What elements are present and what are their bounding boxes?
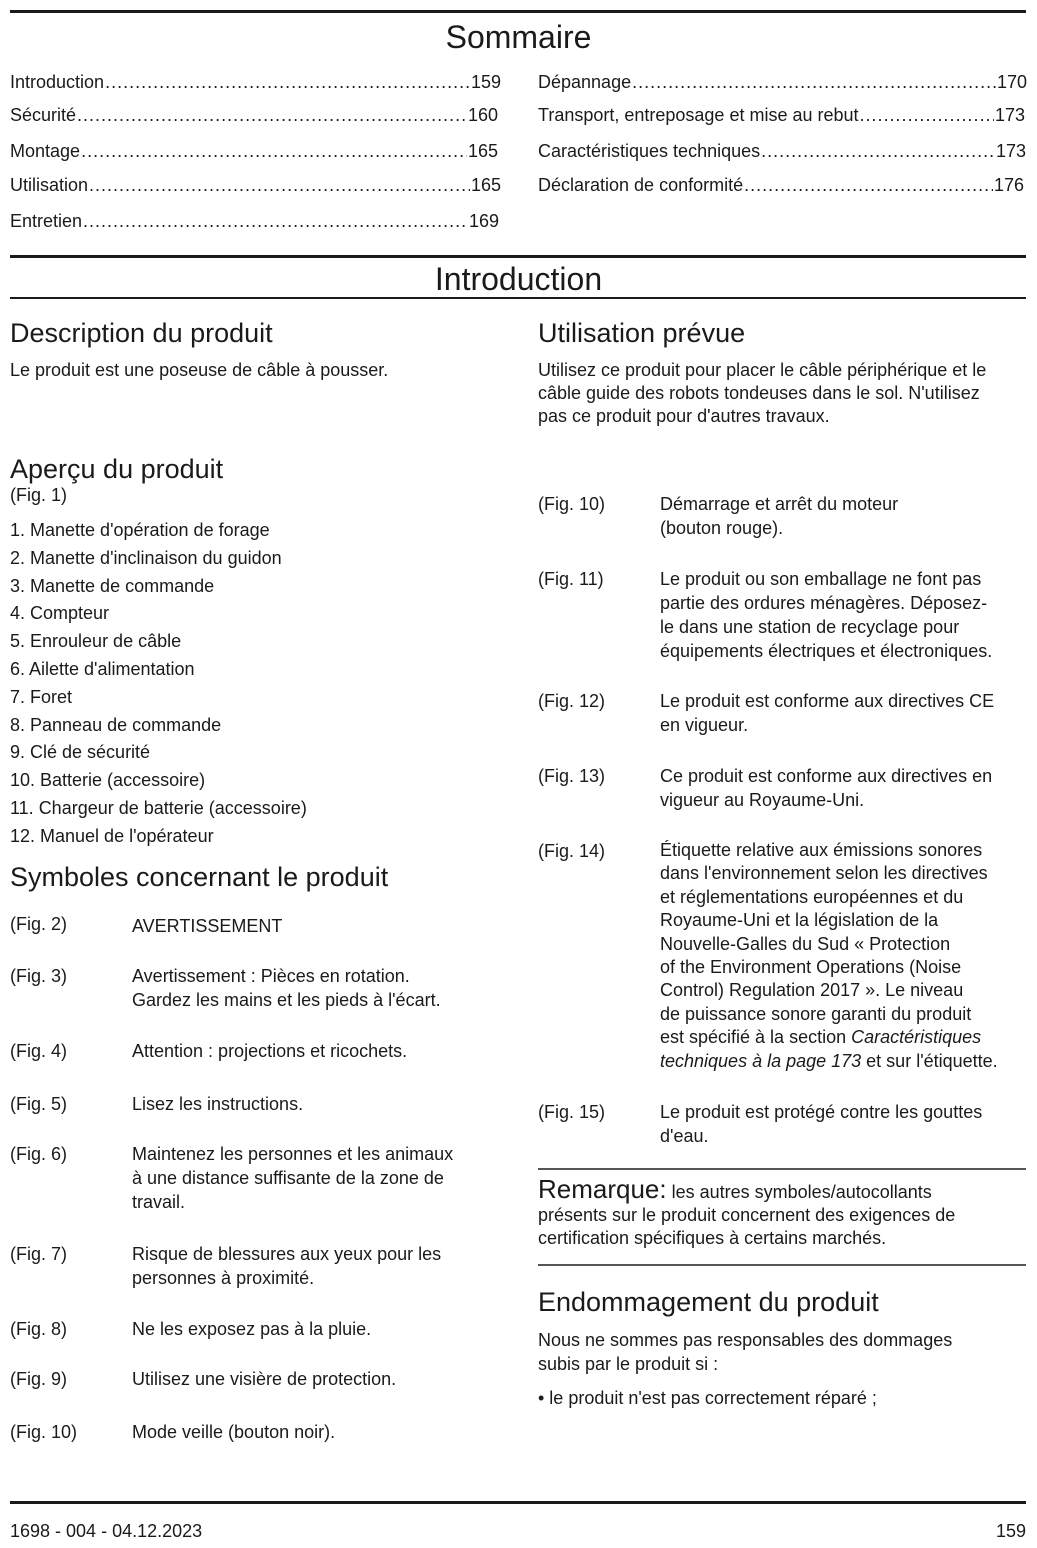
damage-heading: Endommagement du produit <box>538 1287 879 1317</box>
symbol-desc: Lisez les instructions. <box>132 1094 304 1114</box>
intended-use-heading: Utilisation prévue <box>538 318 746 348</box>
footer-rule <box>10 1501 1026 1504</box>
fig-ref: (Fig. 8) <box>10 1319 68 1339</box>
symbol-desc: Ne les exposez pas à la pluie. <box>132 1319 372 1339</box>
fig-ref: (Fig. 11) <box>538 569 604 589</box>
symbol-desc: Utilisez une visière de protection. <box>132 1369 397 1389</box>
list-item: 8. Panneau de commande <box>10 714 222 735</box>
toc-leader <box>81 139 467 163</box>
symbol-desc: Risque de blessures aux yeux pour les personnes à proximité. <box>132 1244 442 1288</box>
toc-entry[interactable]: Transport, entreposage et mise au rebut ..... 173 <box>538 103 1025 127</box>
toc-leader <box>77 103 467 127</box>
symbol-desc: Attention : projections et ricochets. <box>132 1041 408 1061</box>
symbol-desc: Mode veille (bouton noir). <box>132 1422 336 1442</box>
fig-ref: (Fig. 5) <box>10 1094 68 1114</box>
overview-fig-ref: (Fig. 1) <box>10 485 68 505</box>
description-heading: Description du produit <box>10 318 273 348</box>
list-item: 2. Manette d'inclinaison du guidon <box>10 547 282 568</box>
toc-entry[interactable]: Entretien ..... 169 <box>10 209 499 233</box>
symbol-desc: AVERTISSEMENT <box>132 916 283 936</box>
symbol-desc: Ce produit est conforme aux directives en vigueur au Royaume-Uni. <box>660 766 993 810</box>
list-item: 6. Ailette d'alimentation <box>10 658 195 679</box>
list-item: 10. Batterie (accessoire) <box>10 770 206 791</box>
toc-leader <box>105 70 470 94</box>
component-list <box>10 517 307 851</box>
toc-leader <box>632 70 996 94</box>
top-rule <box>10 10 1026 13</box>
fig-ref: (Fig. 2) <box>10 914 68 934</box>
fig-ref: (Fig. 12) <box>538 691 606 711</box>
fig-ref: (Fig. 13) <box>538 766 606 786</box>
intro-bottom-rule <box>10 297 1026 299</box>
symbols-heading: Symboles concernant le produit <box>10 862 389 892</box>
intended-use-text: Utilisez ce produit pour placer le câble périphérique et le câble guide des robots tondeuses dans le sol. N'utilisez pas ce produit pour d'autres travaux. <box>538 360 987 426</box>
list-item: 9. Clé de sécurité <box>10 742 151 763</box>
intro-title: Introduction <box>434 261 603 297</box>
intro-top-rule <box>10 255 1026 258</box>
symbol-desc: Le produit est protégé contre les gouttes d'eau. <box>660 1102 983 1146</box>
remark-label: Remarque: <box>538 1174 667 1204</box>
description-text: Le produit est une poseuse de câble à pousser. <box>10 360 389 380</box>
toc-leader <box>83 209 468 233</box>
cross-reference-link[interactable]: techniques à la page 173 <box>660 1050 862 1071</box>
remark-bottom-rule <box>538 1264 1026 1266</box>
toc-entry[interactable]: Sécurité ..... 160 <box>10 103 498 127</box>
fig-ref: (Fig. 15) <box>538 1102 606 1122</box>
fig-ref: (Fig. 6) <box>10 1144 68 1164</box>
list-item: 12. Manuel de l'opérateur <box>10 825 214 846</box>
damage-bullet: • le produit n'est pas correctement réparé ; <box>538 1388 877 1408</box>
overview-heading: Aperçu du produit <box>10 454 224 484</box>
symbol-desc: Étiquette relative aux émissions sonores dans l'environnement selon les directives et réglementations européennes et du Royaume-Uni et la législation de la Nouvelle-Galles du Sud « Protection of the Environment Operations (Noise Control) Regulation 2017 ». Le niveau de puissance sonore garanti du produit est spécifié à la section Caractéristiques techniques à la page 173 et sur l'étiquette. <box>660 840 998 1071</box>
list-item: 7. Foret <box>10 686 73 707</box>
toc-title: Sommaire <box>445 19 592 55</box>
toc-leader <box>89 173 470 197</box>
toc-leader <box>744 173 993 197</box>
list-item: 1. Manette d'opération de forage <box>10 520 270 540</box>
toc-leader <box>860 103 994 127</box>
fig-ref: (Fig. 10) <box>10 1422 78 1442</box>
toc-entry[interactable]: Dépannage ..... 170 <box>538 70 1027 94</box>
toc-leader <box>761 139 995 163</box>
symbol-desc: Maintenez les personnes et les animaux à une distance suffisante de la zone de travail. <box>132 1144 454 1212</box>
cross-reference-link[interactable]: Caractéristiques <box>851 1027 982 1048</box>
footer-doc-id: 1698 - 004 - 04.12.2023 <box>10 1521 203 1541</box>
fig-ref: (Fig. 9) <box>10 1369 68 1389</box>
list-item: 3. Manette de commande <box>10 575 215 596</box>
list-item: 11. Chargeur de batterie (accessoire) <box>10 797 307 818</box>
fig-ref: (Fig. 10) <box>538 494 606 514</box>
list-item: 4. Compteur <box>10 603 110 624</box>
toc-entry[interactable]: Utilisation ..... 165 <box>10 173 501 197</box>
footer-page-number: 159 <box>995 1521 1026 1541</box>
list-item: 5. Enrouleur de câble <box>10 631 182 652</box>
toc-entry[interactable]: Déclaration de conformité ..... 176 <box>538 173 1024 197</box>
fig-ref: (Fig. 7) <box>10 1244 68 1264</box>
symbol-desc: Le produit ou son emballage ne font pas partie des ordures ménagères. Déposez- le dans une station de recyclage pour équipements électriques et électroniques. <box>660 569 993 661</box>
remark-note: Remarque: les autres symboles/autocollants présents sur le produit concernent des exigences de certification spécifiques à certains marchés. <box>538 1174 956 1248</box>
symbol-desc: Le produit est conforme aux directives CE en vigueur. <box>660 691 995 735</box>
toc-entry[interactable]: Introduction ..... 159 <box>10 70 501 94</box>
fig-ref: (Fig. 3) <box>10 966 68 986</box>
symbol-desc: Démarrage et arrêt du moteur (bouton rouge). <box>660 494 899 538</box>
symbol-desc: Avertissement : Pièces en rotation. Gardez les mains et les pieds à l'écart. <box>132 966 441 1010</box>
remark-top-rule <box>538 1168 1026 1170</box>
toc-entry[interactable]: Caractéristiques techniques ..... 173 <box>538 139 1026 163</box>
damage-text: Nous ne sommes pas responsables des dommages subis par le produit si : <box>538 1330 953 1374</box>
toc-entry[interactable]: Montage ..... 165 <box>10 139 498 163</box>
fig-ref: (Fig. 4) <box>10 1041 68 1061</box>
fig-ref: (Fig. 14) <box>538 841 606 861</box>
